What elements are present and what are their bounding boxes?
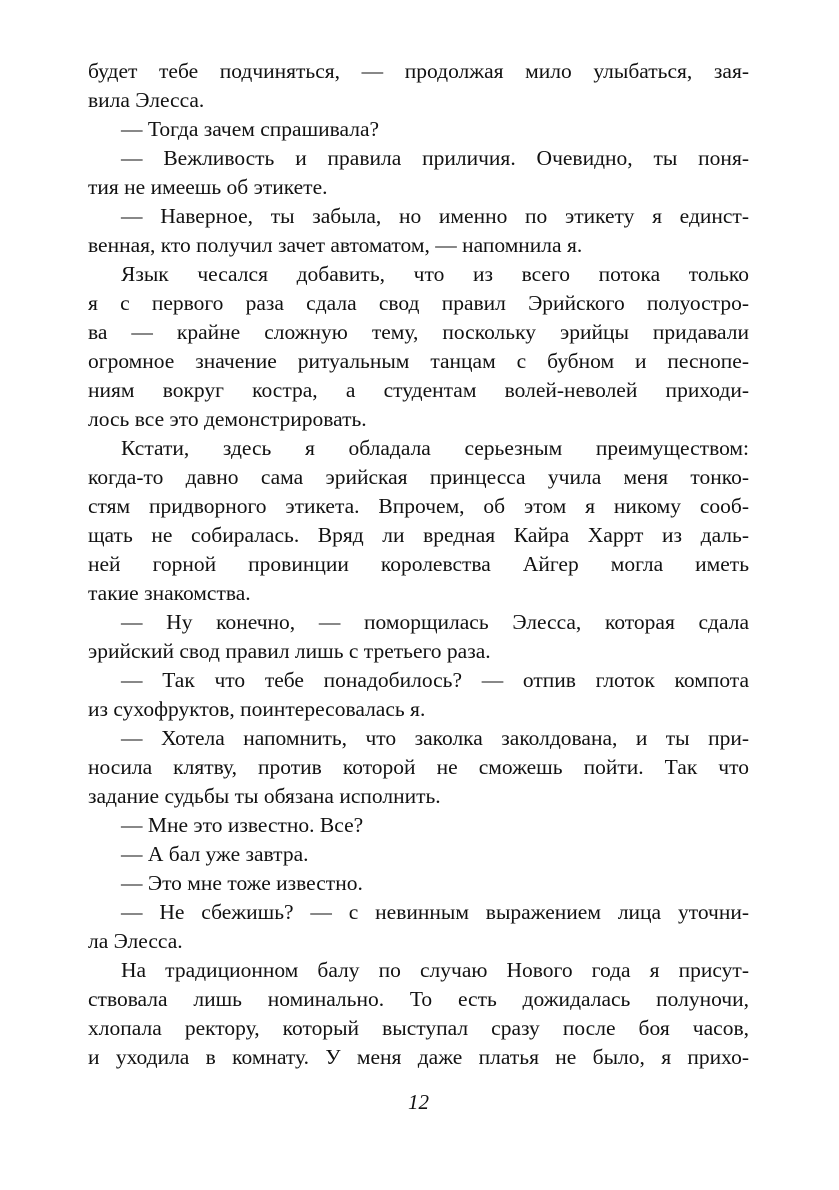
text-line: — Не сбежишь? — с невинным выражением лица уточни- (121, 900, 749, 924)
text-line: ва — крайне сложную тему, поскольку эрийцы придавали (88, 320, 749, 344)
text-line: я с первого раза сдала свод правил Эрийского полуостро- (88, 291, 749, 315)
paragraph (88, 869, 749, 898)
text-line: из сухофруктов, поинтересовалась я. (88, 697, 426, 721)
text-line: эрийский свод правил лишь с третьего раза. (88, 639, 491, 663)
text-line: стям придворного этикета. Впрочем, об этом я никому сооб- (88, 494, 749, 518)
paragraph (88, 666, 749, 724)
paragraph (88, 898, 749, 956)
text-line: Кстати, здесь я обладала серьезным преимуществом: (121, 436, 749, 460)
paragraph (88, 608, 749, 666)
text-line: — Хотела напомнить, что заколка заколдована, и ты при- (121, 726, 749, 750)
text-line: — Ну конечно, — поморщилась Элесса, которая сдала (121, 610, 749, 634)
text-line: тия не имеешь об этикете. (88, 175, 328, 199)
paragraph (88, 811, 749, 840)
text-line: ствовала лишь номинально. То есть дожидалась полуночи, (88, 987, 749, 1011)
text-line: — Тогда зачем спрашивала? (121, 117, 380, 141)
text-line: хлопала ректору, который выступал сразу после боя часов, (88, 1016, 749, 1040)
text-line: Язык чесался добавить, что из всего потока только (121, 262, 749, 286)
text-line: вила Элесса. (88, 88, 205, 112)
text-line: — Так что тебе понадобилось? — отпив глоток компота (121, 668, 749, 692)
text-line: носила клятву, против которой не сможешь пойти. Так что (88, 755, 749, 779)
text-line: и уходила в комнату. У меня даже платья не было, я прихо- (88, 1045, 749, 1069)
text-line: — Вежливость и правила приличия. Очевидно, ты поня- (121, 146, 749, 170)
paragraph (88, 202, 749, 260)
text-block (88, 57, 749, 1072)
text-line: — Это мне тоже известно. (121, 871, 363, 895)
paragraph (88, 434, 749, 608)
paragraph (88, 260, 749, 434)
text-line: ней горной провинции королевства Айгер могла иметь (88, 552, 749, 576)
paragraph (88, 57, 749, 115)
text-line: венная, кто получил зачет автоматом, — напомнила я. (88, 233, 583, 257)
text-line: огромное значение ритуальным танцам с бубном и песнопе- (88, 349, 749, 373)
text-line: ниям вокруг костра, а студентам волей-неволей приходи- (88, 378, 749, 402)
paragraph (88, 840, 749, 869)
paragraph (88, 956, 749, 1072)
text-line: задание судьбы ты обязана исполнить. (88, 784, 441, 808)
paragraph (88, 724, 749, 811)
paragraph (88, 144, 749, 202)
text-line: — А бал уже завтра. (121, 842, 309, 866)
text-line: — Наверное, ты забыла, но именно по этикету я единст- (121, 204, 749, 228)
text-line: — Мне это известно. Все? (121, 813, 364, 837)
text-line: лось все это демонстрировать. (88, 407, 367, 431)
text-line: будет тебе подчиняться, — продолжая мило улыбаться, зая- (88, 59, 749, 83)
text-line: такие знакомства. (88, 581, 251, 605)
text-line: щать не собиралась. Вряд ли вредная Кайра Харрт из даль- (88, 523, 749, 547)
paragraph (88, 115, 749, 144)
text-line: На традиционном балу по случаю Нового года я присут- (121, 958, 749, 982)
text-line: когда-то давно сама эрийская принцесса учила меня тонко- (88, 465, 749, 489)
page-number: 12 (408, 1090, 429, 1114)
text-line: ла Элесса. (88, 929, 183, 953)
